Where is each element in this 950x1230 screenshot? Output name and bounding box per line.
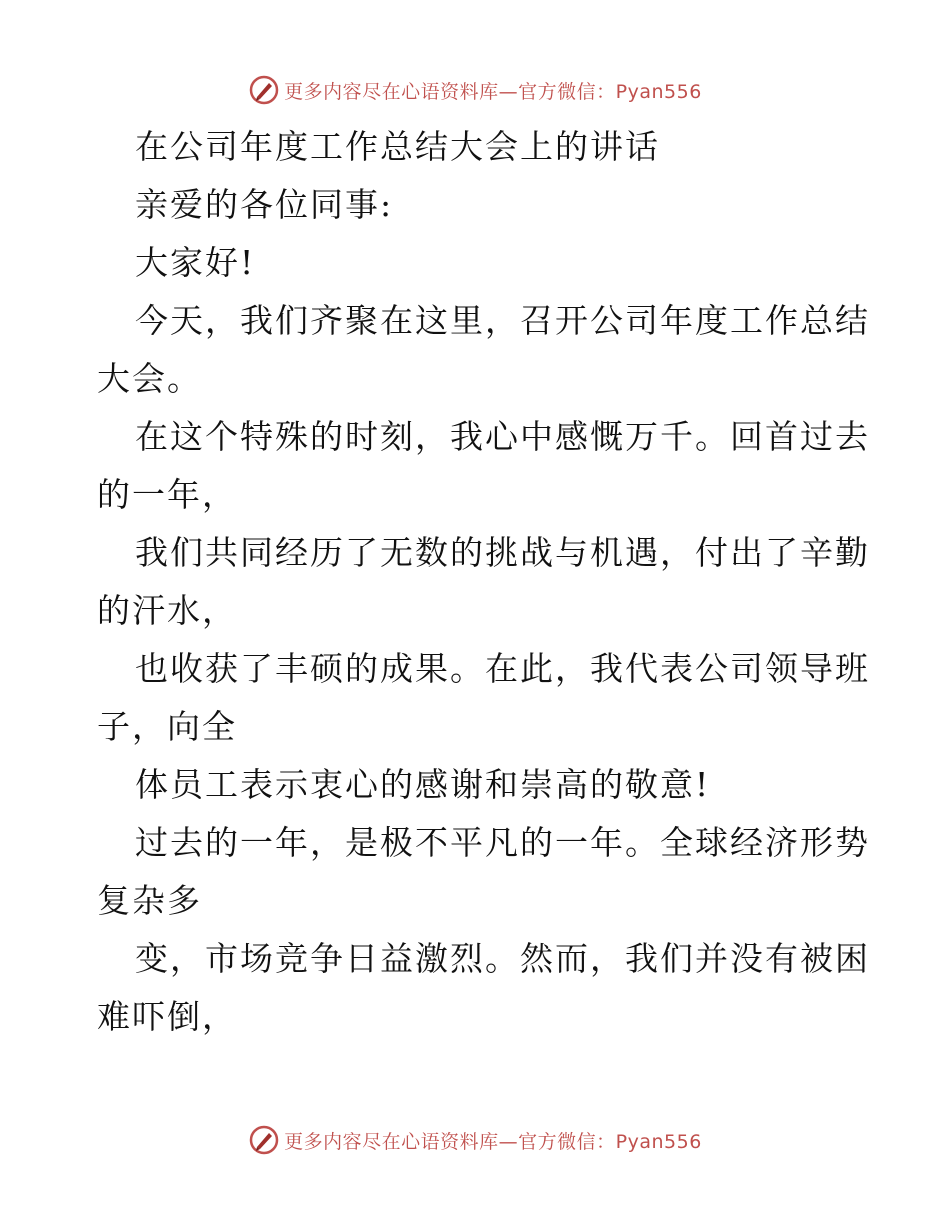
- document-title: 在公司年度工作总结大会上的讲话: [135, 127, 660, 166]
- salutation: 亲爱的各位同事:: [135, 185, 394, 224]
- pen-logo-icon: [248, 74, 280, 106]
- pen-logo-icon: [248, 1124, 280, 1156]
- paragraph-line: 体员工表示衷心的感谢和崇高的敬意!: [135, 765, 711, 804]
- paragraph-line: 过去的一年，是极不平凡的一年。全球经济形势: [135, 823, 870, 862]
- paragraph-line: 在这个特殊的时刻，我心中感慨万千。回首过去: [135, 417, 870, 456]
- paragraph-line: 的汗水，: [97, 591, 237, 630]
- paragraph-line: 今天，我们齐聚在这里，召开公司年度工作总结: [135, 301, 870, 340]
- footer-banner-text: 更多内容尽在心语资料库—官方微信：Pyan556: [284, 1130, 702, 1153]
- document-body: [97, 118, 870, 1046]
- paragraph-line: 复杂多: [97, 881, 202, 920]
- paragraph-line: 大会。: [97, 359, 202, 398]
- paragraph-line: 变，市场竞争日益激烈。然而，我们并没有被困: [135, 939, 870, 978]
- header-banner-text: 更多内容尽在心语资料库—官方微信：Pyan556: [284, 80, 702, 103]
- header-banner: [0, 70, 950, 110]
- footer-banner: [0, 1120, 950, 1160]
- paragraph-line: 也收获了丰硕的成果。在此，我代表公司领导班: [135, 649, 870, 688]
- paragraph-line: 难吓倒，: [97, 997, 237, 1036]
- greeting: 大家好!: [135, 243, 256, 282]
- paragraph-line: 我们共同经历了无数的挑战与机遇，付出了辛勤: [135, 533, 870, 572]
- paragraph-line: 的一年，: [97, 475, 237, 514]
- paragraph-line: 子，向全: [97, 707, 237, 746]
